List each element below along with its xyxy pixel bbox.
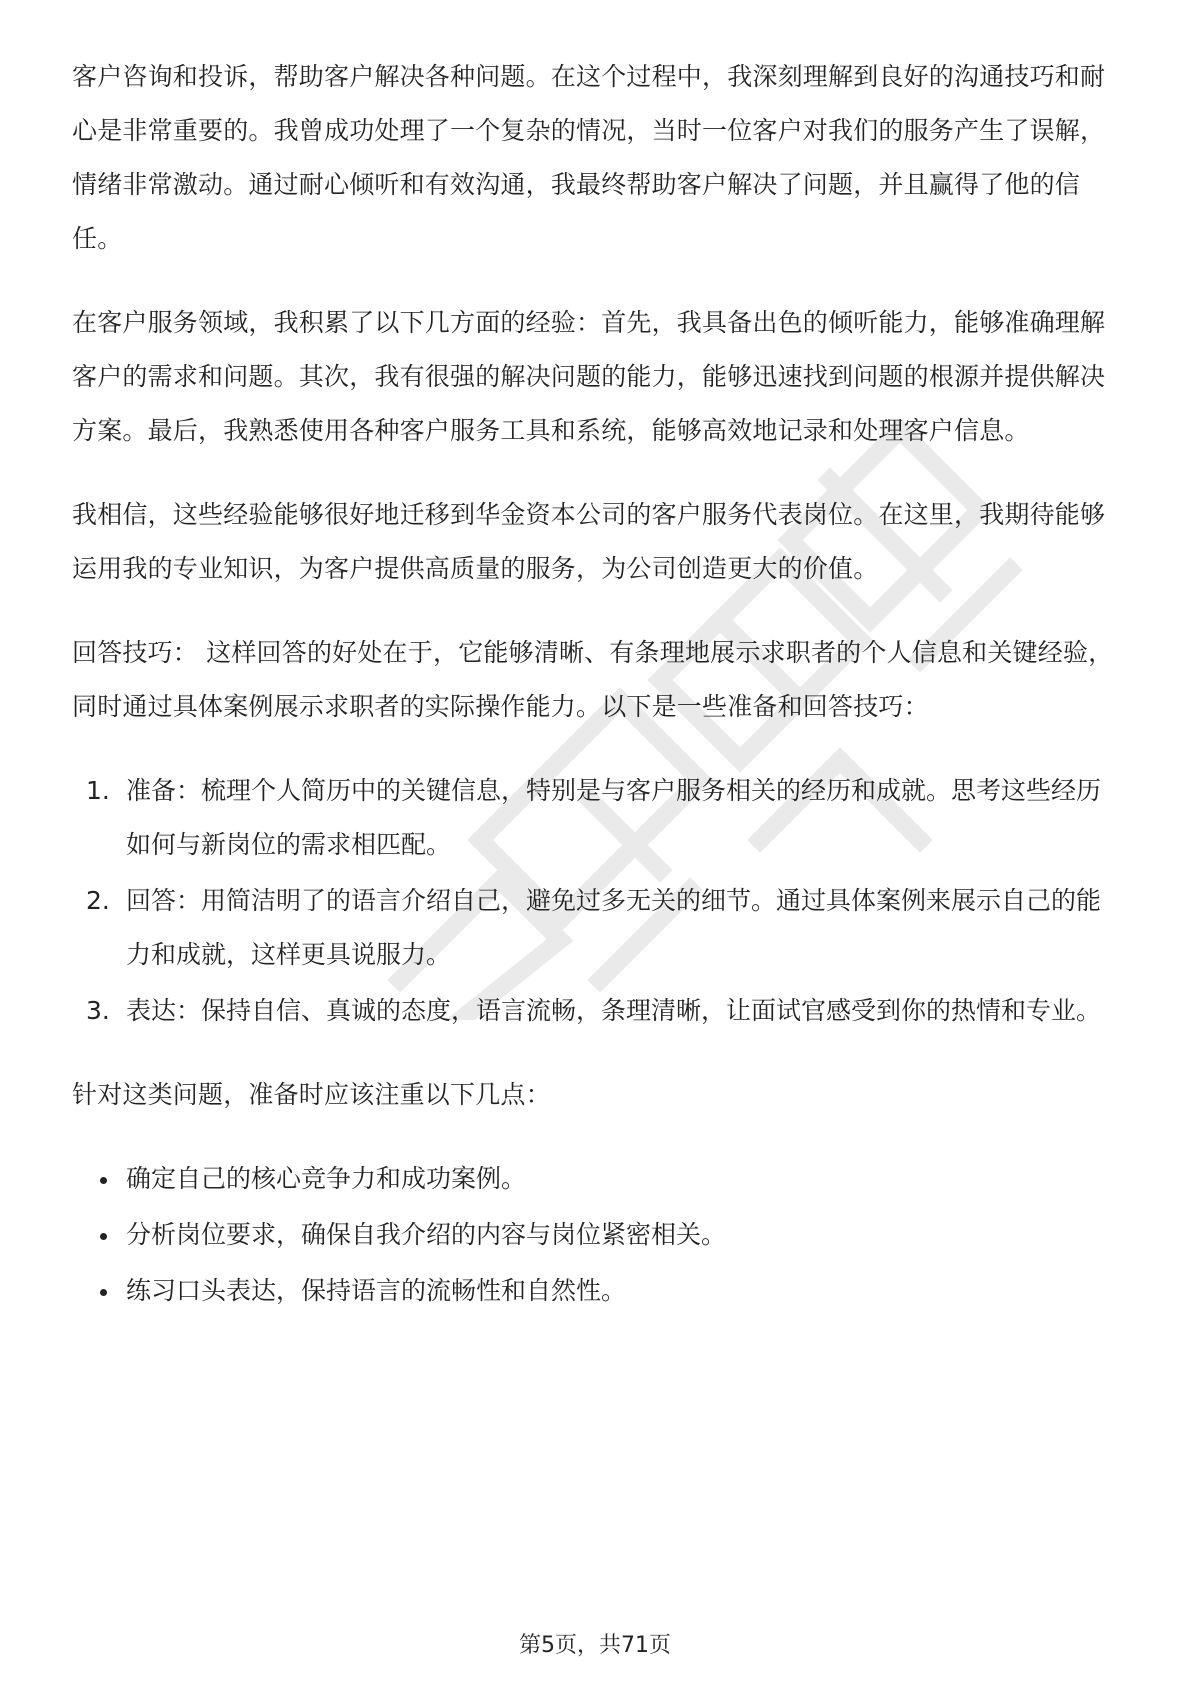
list-item	[72, 1264, 1117, 1318]
list-item	[72, 764, 1117, 872]
list-item	[72, 984, 1117, 1038]
list-item-text: 准备：梳理个人简历中的关键信息，特别是与客户服务相关的经历和成就。思考这些经历如何与新岗位的需求相匹配。	[126, 776, 1102, 859]
list-item	[72, 1208, 1117, 1262]
list-item-number: 3.	[86, 996, 110, 1025]
paragraph-fit: 我相信，这些经验能够很好地迁移到华金资本公司的客户服务代表岗位。在这里，我期待能够运用我的专业知识，为客户提供高质量的服务，为公司创造更大的价值。	[72, 500, 1106, 583]
list-item-text: 练习口头表达，保持语言的流畅性和自然性。	[126, 1276, 627, 1305]
list-item-number: 1.	[86, 776, 110, 805]
list-item	[72, 1152, 1117, 1206]
bullet-icon	[100, 1289, 107, 1296]
document-body	[72, 50, 1117, 1320]
list-item-text: 分析岗位要求，确保自我介绍的内容与岗位紧密相关。	[126, 1220, 727, 1249]
paragraph-prep-intro: 针对这类问题，准备时应该注重以下几点：	[72, 1080, 551, 1109]
list-item-text: 表达：保持自信、真诚的态度，语言流畅，条理清晰，让面试官感受到你的热情和专业。	[126, 996, 1102, 1025]
tips-numbered-list	[72, 764, 1117, 1038]
prep-bullet-list	[72, 1152, 1117, 1318]
page-number-footer: 第5页，共71页	[519, 1633, 671, 1658]
list-item-text: 确定自己的核心竞争力和成功案例。	[126, 1164, 527, 1193]
list-item	[72, 874, 1117, 982]
paragraph-skills: 在客户服务领域，我积累了以下几方面的经验：首先，我具备出色的倾听能力，能够准确理解客户的需求和问题。其次，我有很强的解决问题的能力，能够迅速找到问题的根源并提供解决方案。最后，我熟悉使用各种客户服务工具和系统，能够高效地记录和处理客户信息。	[72, 308, 1106, 445]
list-item-text: 回答：用简洁明了的语言介绍自己，避免过多无关的细节。通过具体案例来展示自己的能力和成就，这样更具说服力。	[126, 886, 1102, 969]
list-item-number: 2.	[86, 886, 110, 915]
paragraph-tips: 回答技巧： 这样回答的好处在于，它能够清晰、有条理地展示求职者的个人信息和关键经验，同时通过具体案例展示求职者的实际操作能力。以下是一些准备和回答技巧：	[72, 638, 1114, 721]
paragraph-experience: 客户咨询和投诉，帮助客户解决各种问题。在这个过程中，我深刻理解到良好的沟通技巧和耐心是非常重要的。我曾成功处理了一个复杂的情况，当时一位客户对我们的服务产生了误解，情绪非常激动。通过耐心倾听和有效沟通，我最终帮助客户解决了问题，并且赢得了他的信任。	[72, 62, 1106, 253]
bullet-icon	[100, 1233, 107, 1240]
bullet-icon	[100, 1177, 107, 1184]
